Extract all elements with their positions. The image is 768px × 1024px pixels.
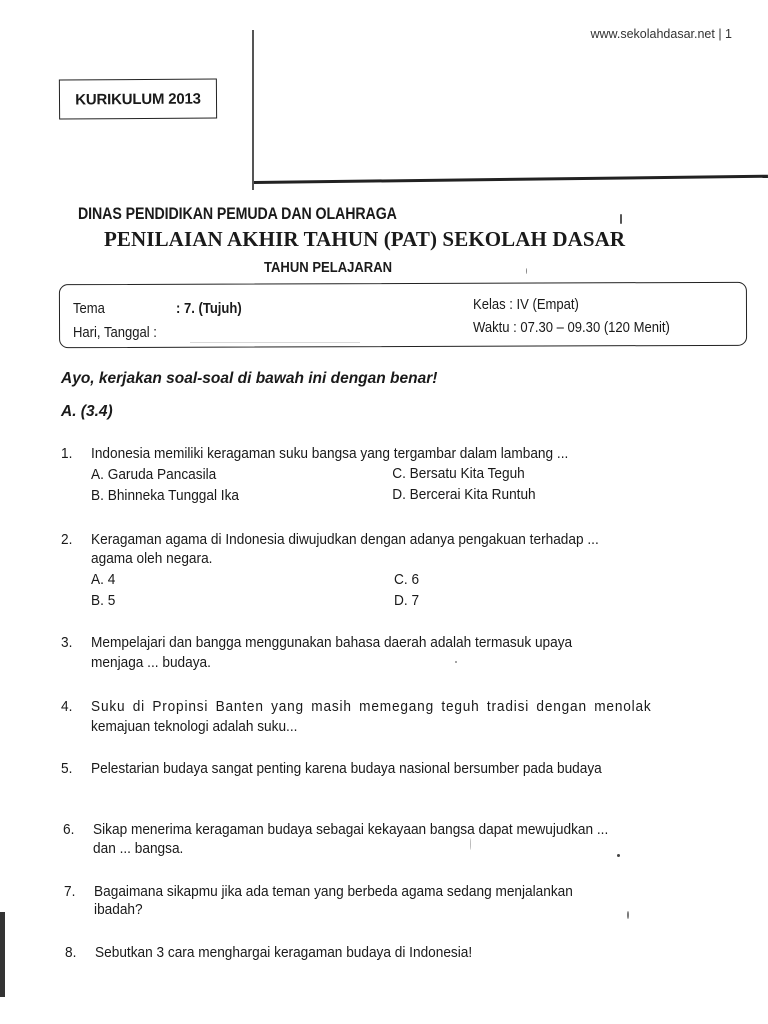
question-text: Pelestarian budaya sangat penting karena budaya nasional bersumber pada budaya — [91, 760, 602, 777]
question-text-line-2: agama oleh negara. — [91, 550, 213, 567]
question-number: 2. — [61, 531, 73, 548]
option-a: A. 4 — [91, 571, 116, 588]
option-b: B. 5 — [91, 592, 116, 609]
tema-value: : 7. (Tujuh) — [176, 301, 242, 317]
question-text-line-1: Mempelajari dan bangga menggunakan bahasa daerah adalah termasuk upaya — [91, 634, 573, 651]
scan-mark — [617, 854, 620, 857]
curriculum-badge: KURIKULUM 2013 — [59, 78, 217, 119]
question-5 — [61, 759, 716, 781]
question-text-line-1: Keragaman agama di Indonesia diwujudkan dengan adanya pengakuan terhadap ... — [91, 531, 599, 548]
option-c: C. Bersatu Kita Teguh — [392, 465, 525, 482]
question-text-line-2: kemajuan teknologi adalah suku... — [91, 718, 298, 735]
instruction-text: Ayo, kerjakan soal-soal di bawah ini dengan benar! — [61, 370, 438, 387]
question-number: 7. — [64, 883, 76, 900]
question-text-line-2: menjaga ... budaya. — [91, 654, 211, 671]
option-c: C. 6 — [394, 571, 420, 588]
question-text: Sebutkan 3 cara menghargai keragaman budaya di Indonesia! — [95, 944, 473, 961]
question-8 — [65, 943, 720, 965]
question-3 — [61, 633, 716, 675]
option-d: D. Bercerai Kita Runtuh — [392, 486, 536, 503]
question-4 — [61, 697, 716, 739]
question-number: 8. — [65, 944, 77, 961]
hari-tanggal-label: Hari, Tanggal : — [73, 325, 157, 341]
question-number: 6. — [63, 821, 75, 838]
scan-mark — [627, 911, 629, 919]
question-text-line-1: Bagaimana sikapmu jika ada teman yang berbeda agama sedang menjalankan — [94, 883, 573, 900]
question-number: 4. — [61, 698, 73, 715]
section-heading: A. (3.4) — [61, 403, 113, 420]
question-2 — [61, 530, 716, 612]
exam-info-box — [59, 282, 747, 348]
site-footer: www.sekolahdasar.net | 1 — [590, 27, 732, 41]
question-text: Indonesia memiliki keragaman suku bangsa yang tergambar dalam lambang ... — [91, 445, 569, 462]
question-number: 5. — [61, 760, 73, 777]
question-text-line-2: dan ... bangsa. — [93, 840, 184, 857]
question-7 — [64, 882, 719, 924]
question-number: 3. — [61, 634, 73, 651]
question-text-line-2: ibadah? — [94, 901, 143, 918]
question-text-line-1: Sikap menerima keragaman budaya sebagai kekayaan bangsa dapat mewujudkan ... — [93, 821, 609, 838]
option-a: A. Garuda Pancasila — [91, 466, 217, 483]
waktu-info: Waktu : 07.30 – 09.30 (120 Menit) — [473, 320, 670, 336]
scan-mark — [455, 661, 457, 663]
scan-edge-shadow — [0, 912, 5, 997]
academic-year-label: TAHUN PELAJARAN — [264, 260, 393, 276]
kelas-info: Kelas : IV (Empat) — [473, 297, 579, 313]
scan-mark — [620, 214, 622, 224]
question-number: 1. — [61, 445, 73, 462]
question-1 — [61, 444, 716, 506]
question-text-line-1: Suku di Propinsi Banten yang masih memegang teguh tradisi dengan menolak — [91, 698, 652, 715]
hari-tanggal-blank-line — [190, 342, 360, 343]
photo-frame-left-border — [252, 30, 254, 190]
scan-mark — [470, 838, 471, 850]
exam-title: PENILAIAN AKHIR TAHUN (PAT) SEKOLAH DASAR — [104, 227, 626, 251]
photo-frame-bottom-border — [254, 175, 768, 184]
scan-mark — [526, 268, 527, 274]
option-b: B. Bhinneka Tunggal Ika — [91, 487, 240, 504]
tema-label: Tema — [73, 301, 105, 317]
option-d: D. 7 — [394, 592, 420, 609]
agency-heading: DINAS PENDIDIKAN PEMUDA DAN OLAHRAGA — [78, 205, 397, 223]
